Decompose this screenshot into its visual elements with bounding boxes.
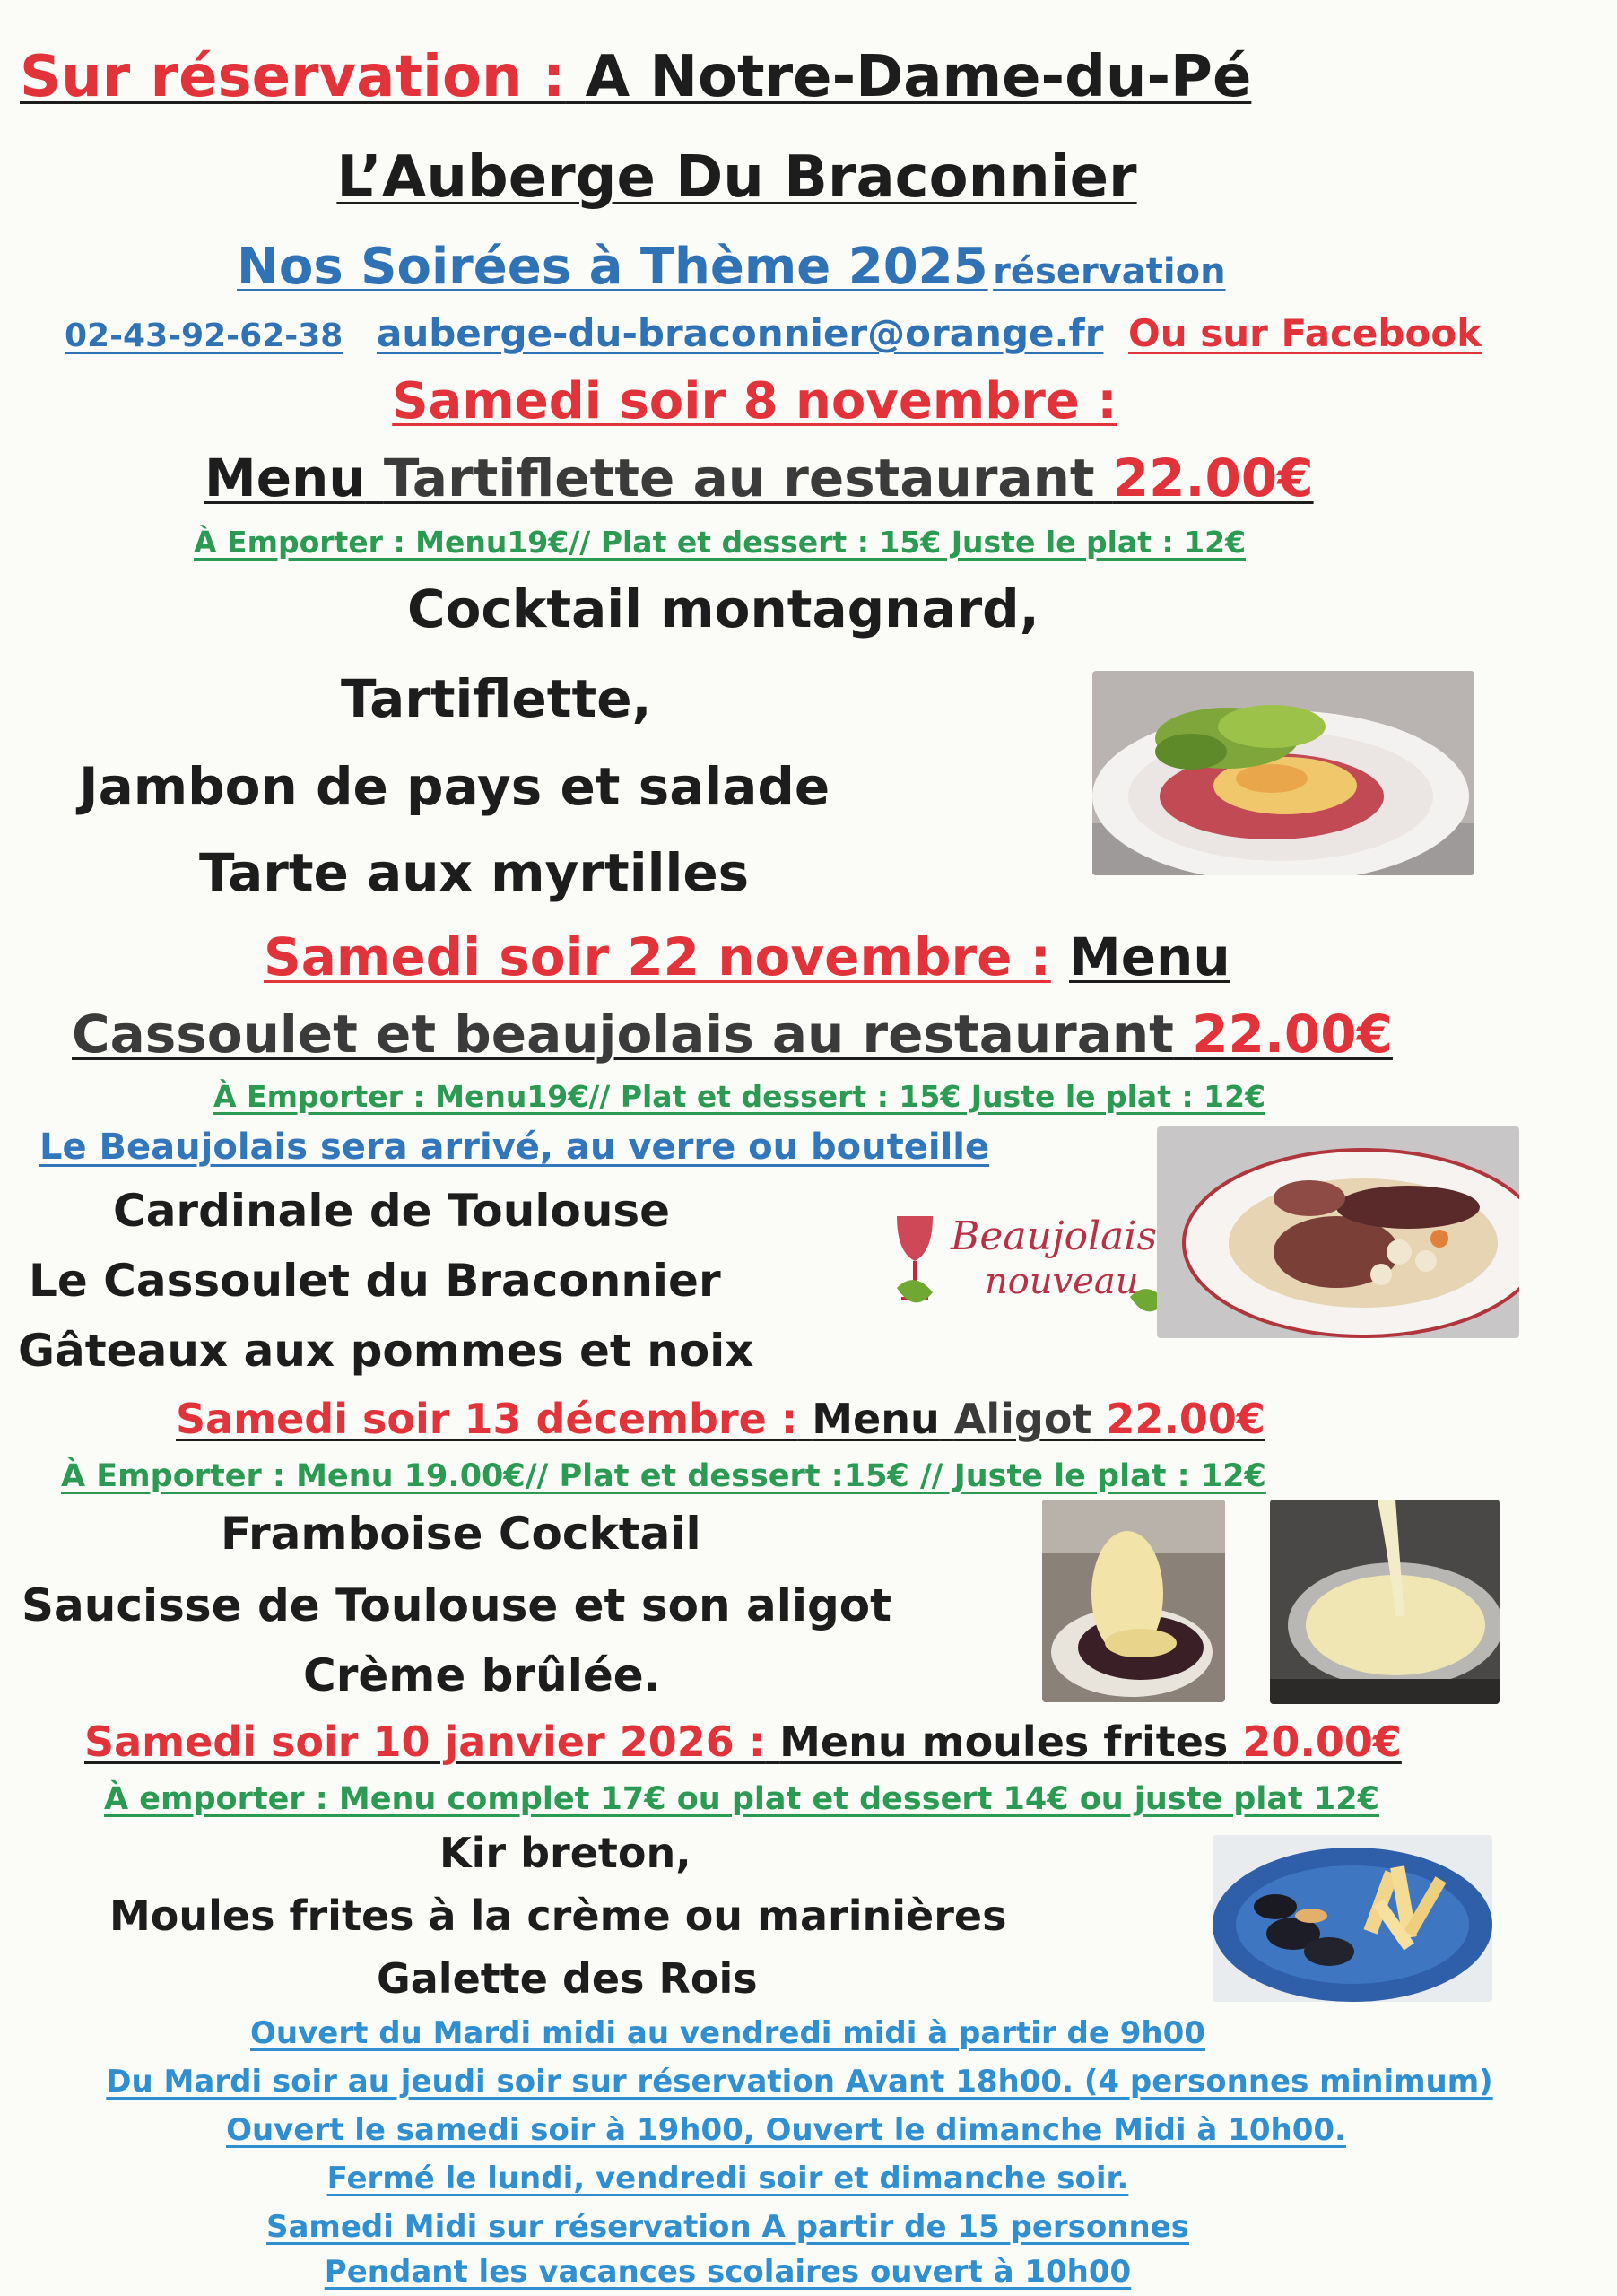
event2-item-1: Cardinale de Toulouse [113, 1185, 671, 1237]
phone-number[interactable]: 02-43-92-62-38 [65, 317, 343, 354]
cassoulet-photo [1157, 1126, 1519, 1338]
hours-line-4: Fermé le lundi, vendredi soir et dimanche soir. [326, 2161, 1129, 2196]
aligot-photo-2 [1270, 1500, 1500, 1704]
event2-item-2: Le Cassoulet du Braconnier [29, 1255, 721, 1307]
event2-price: 22.00€ [1192, 1004, 1393, 1065]
event4-item-1: Kir breton, [439, 1829, 691, 1877]
aligot-photo-1 [1042, 1500, 1225, 1702]
event1-menu-prefix: Menu [204, 448, 366, 509]
event4-item-3: Galette des Rois [377, 1954, 758, 2003]
beaujolais-logo [888, 1189, 1175, 1333]
hours-line-3: Ouvert le samedi soir à 19h00, Ouvert le dimanche Midi à 10h00. [226, 2112, 1346, 2148]
event1-price: 22.00€ [1112, 448, 1314, 509]
event3-item-3: Crème brûlée. [303, 1649, 661, 1701]
beaujolais-logo-line2: nouveau [985, 1261, 1139, 1302]
event1-item-1: Cocktail montagnard, [407, 578, 1039, 639]
hours-line-5: Samedi Midi sur réservation A partir de 15 personnes [266, 2209, 1189, 2245]
event1-date-row [0, 373, 1563, 430]
event1-menu [204, 448, 1314, 509]
event3-menu-name: Aligot [953, 1395, 1092, 1443]
themes-heading [237, 239, 1226, 296]
beaujolais-logo-line1: Beaujolais [951, 1213, 1158, 1259]
event4-takeaway: À emporter : Menu complet 17€ ou plat et dessert 14€ ou juste plat 12€ [104, 1781, 1379, 1817]
event3-item-2: Saucisse de Toulouse et son aligot [22, 1579, 892, 1631]
location-title: A Notre-Dame-du-Pé [585, 44, 1252, 110]
event2-menu [72, 1004, 1393, 1065]
themes-title: Nos Soirées à Thème 2025 [237, 238, 988, 296]
reservation-label: Sur réservation : [20, 44, 566, 110]
event2-date: Samedi soir 22 novembre : [264, 926, 1051, 987]
event4-date-row [84, 1718, 1402, 1766]
moules-frites-photo [1213, 1835, 1492, 2002]
event1-item-3: Jambon de pays et salade [79, 756, 830, 817]
event1-takeaway: À Emporter : Menu19€// Plat et dessert : 15€ Juste le plat : 12€ [194, 525, 1247, 560]
tartiflette-photo [1092, 671, 1474, 875]
event4-item-2: Moules frites à la crème ou marinières [109, 1892, 1007, 1940]
event3-takeaway: À Emporter : Menu 19.00€// Plat et dessert :15€ // Juste le plat : 12€ [61, 1458, 1266, 1494]
event2-menu-prefix: Menu [1069, 926, 1230, 987]
event1-date: Samedi soir 8 novembre : [392, 372, 1117, 430]
event3-menu-prefix: Menu [812, 1395, 940, 1443]
hours-line-2: Du Mardi soir au jeudi soir sur réservation Avant 18h00. (4 personnes minimum) [106, 2064, 1493, 2100]
header-line-1 [20, 45, 1251, 111]
event4-menu-name: Menu moules frites [779, 1718, 1229, 1766]
event2-note: Le Beaujolais sera arrivé, au verre ou bouteille [39, 1126, 990, 1168]
themes-reservation: réservation [993, 251, 1226, 292]
event3-date: Samedi soir 13 décembre : [176, 1395, 798, 1443]
event3-price: 22.00€ [1106, 1395, 1265, 1443]
facebook-link[interactable]: Ou sur Facebook [1128, 311, 1482, 355]
restaurant-name: L’Auberge Du Braconnier [336, 144, 1137, 211]
hours-line-1: Ouvert du Mardi midi au vendredi midi à partir de 9h00 [250, 2015, 1205, 2051]
email-link[interactable]: auberge-du-braconnier@orange.fr [377, 311, 1104, 355]
hours-line-6: Pendant les vacances scolaires ouvert à 10h00 [324, 2254, 1132, 2290]
event4-date: Samedi soir 10 janvier 2026 : [84, 1718, 766, 1766]
event1-item-2: Tartiflette, [341, 668, 652, 729]
event1-menu-name: Tartiflette au restaurant [383, 448, 1095, 509]
restaurant-name-row [0, 145, 1545, 212]
event1-item-4: Tarte aux myrtilles [199, 842, 750, 903]
event2-date-row [264, 927, 1230, 987]
event2-menu-name: Cassoulet et beaujolais au restaurant [72, 1004, 1174, 1065]
event3-date-row [176, 1396, 1265, 1443]
event2-item-3: Gâteaux aux pommes et noix [18, 1325, 754, 1377]
event2-takeaway: À Emporter : Menu19€// Plat et dessert : 15€ Juste le plat : 12€ [213, 1079, 1266, 1114]
event3-item-1: Framboise Cocktail [221, 1508, 701, 1560]
event4-price: 20.00€ [1242, 1718, 1402, 1766]
